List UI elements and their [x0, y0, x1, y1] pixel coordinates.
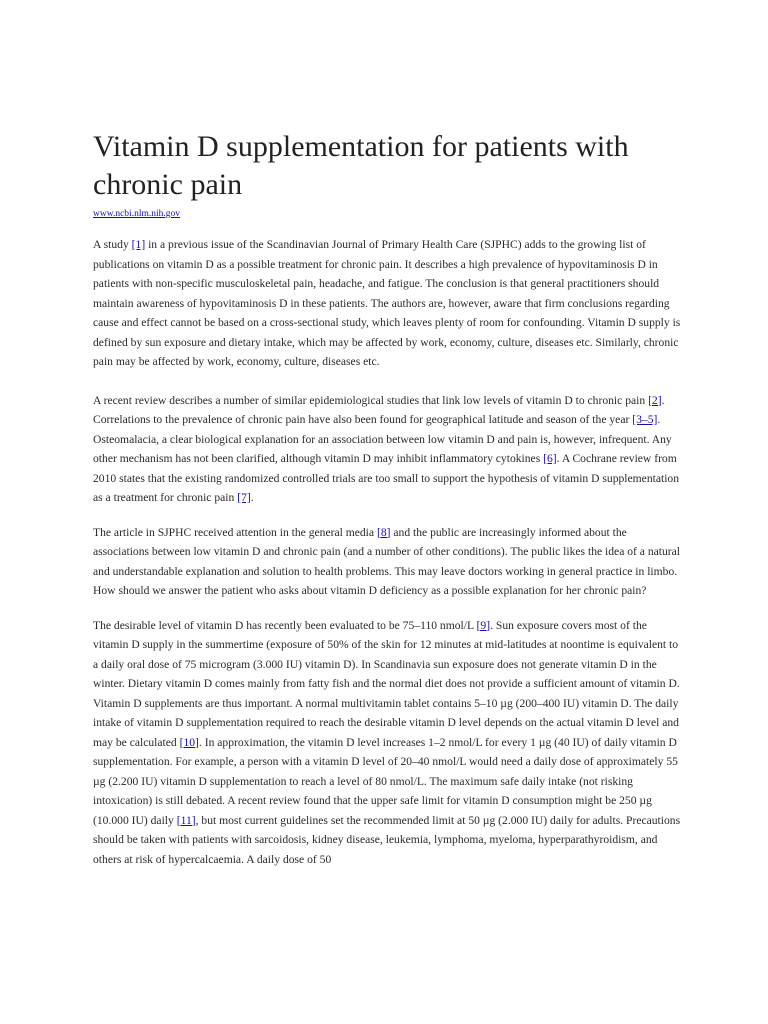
paragraph-text: , but most current guidelines set the recommended limit at 50 µg (2.000 IU) daily for adults. Precautions should be taken with patients with sarcoidosis, kidney disease, leukemia, lymphoma, myeloma, hyperparathyroidism, and others at risk of hypercalcaemia. A daily dose of 50 — [93, 813, 681, 866]
paragraph-text: in a previous issue of the Scandinavian Journal of Primary Health Care (SJPHC) adds to the growing list of publications on vitamin D as a possible treatment for chronic pain. It describes a high prevalence of hypovitaminosis D in patients with non-specific musculoskeletal pain, headache, and fatigue. The conclusion is that general practitioners should maintain awareness of hypovitaminosis D in these patients. The authors are, however, aware that firm conclusions regarding cause and effect cannot be based on a cross-sectional study, which leaves plenty of room for confounding. Vitamin D supply is defined by sun exposure and dietary intake, which may be affected by work, economy, culture, diseases etc. Similarly, chronic pain may be affected by work, economy, culture, diseases etc. — [93, 238, 681, 368]
paragraph — [93, 391, 683, 508]
paragraph — [93, 616, 683, 870]
paragraph — [93, 235, 683, 372]
paragraph-text: The desirable level of vitamin D has recently been evaluated to be 75–110 nmol/L — [93, 618, 477, 632]
paragraph-text: The article in SJPHC received attention in the general media — [93, 525, 377, 539]
reference-link[interactable]: [6] — [543, 452, 557, 465]
paragraph-text: . A Cochrane review from 2010 states that the existing randomized controlled trials are too small to support the hypothesis of vitamin D supplementation as a treatment for chronic pain — [93, 452, 680, 504]
reference-link[interactable]: [8] — [376, 525, 391, 539]
article — [93, 128, 683, 869]
paragraph-text: . Correlations to the prevalence of chronic pain have also been found for geographical latitude and season of the year — [93, 393, 665, 426]
reference-link[interactable]: [7] — [237, 491, 251, 504]
article-title: Vitamin D supplementation for patients with chronic pain — [93, 130, 629, 201]
reference-link[interactable]: [2] — [648, 393, 662, 407]
paragraph-text: . — [250, 491, 254, 504]
reference-link[interactable]: [9] — [476, 618, 491, 632]
paragraph — [93, 523, 683, 601]
paragraph-text: A study — [93, 238, 132, 251]
source-link[interactable]: www.ncbi.nlm.nih.gov — [93, 209, 180, 219]
paragraph-text: and the public are increasingly informed about the associations between low vitamin D and chronic pain (and a number of other conditions). The public likes the idea of a natural and understandable explanation and solution to health problems. This may leave doctors working in general practice in limbo. How should we answer the patient who asks about vitamin D deficiency as a possible explanation for her chronic pain? — [93, 525, 681, 597]
reference-link[interactable]: [10] — [179, 735, 199, 749]
paragraph-text: . In approximation, the vitamin D level increases 1–2 nmol/L for every 1 µg (40 IU) of daily vitamin D supplementation. For example, a person with a vitamin D level of 20–40 nmol/L would need a daily dose of approximately 55 µg (2.200 IU) vitamin D supplementation to reach a level of 80 nmol/L. The maximum safe daily intake (not risking intoxication) is still debated. A recent review found that the upper safe limit for vitamin D consumption might be 250 µg (10.000 IU) daily — [93, 735, 678, 827]
paragraph-text: . Osteomalacia, a clear biological explanation for an association between low vitamin D and pain is, however, infrequent. Any other mechanism has not been clarified, although vitamin D may inhibit inflammatory cytokines — [93, 413, 672, 465]
reference-link[interactable]: [1] — [131, 238, 146, 251]
reference-link[interactable]: [11] — [176, 813, 196, 827]
reference-link[interactable]: [3–5] — [632, 413, 658, 426]
paragraph-text: A recent review describes a number of similar epidemiological studies that link low levels of vitamin D to chronic pain — [93, 393, 649, 407]
paragraph-text: . Sun exposure covers most of the vitamin D supply in the summertime (exposure of 50% of the skin for 12 minutes at mid-latitudes at noontime is equivalent to a daily oral dose of 75 microgram (3.000 IU) vitamin D). In Scandinavia sun exposure does not generate vitamin D in the winter. Dietary vitamin D comes mainly from fatty fish and the normal diet does not provide a sufficient amount of vitamin D. Vitamin D supplements are thus important. A normal multivitamin tablet contains 5–10 µg (200–400 IU) vitamin D. The daily intake of vitamin D supplementation required to reach the desirable vitamin D level depends on the actual vitamin D level and may be calculated — [93, 618, 680, 749]
